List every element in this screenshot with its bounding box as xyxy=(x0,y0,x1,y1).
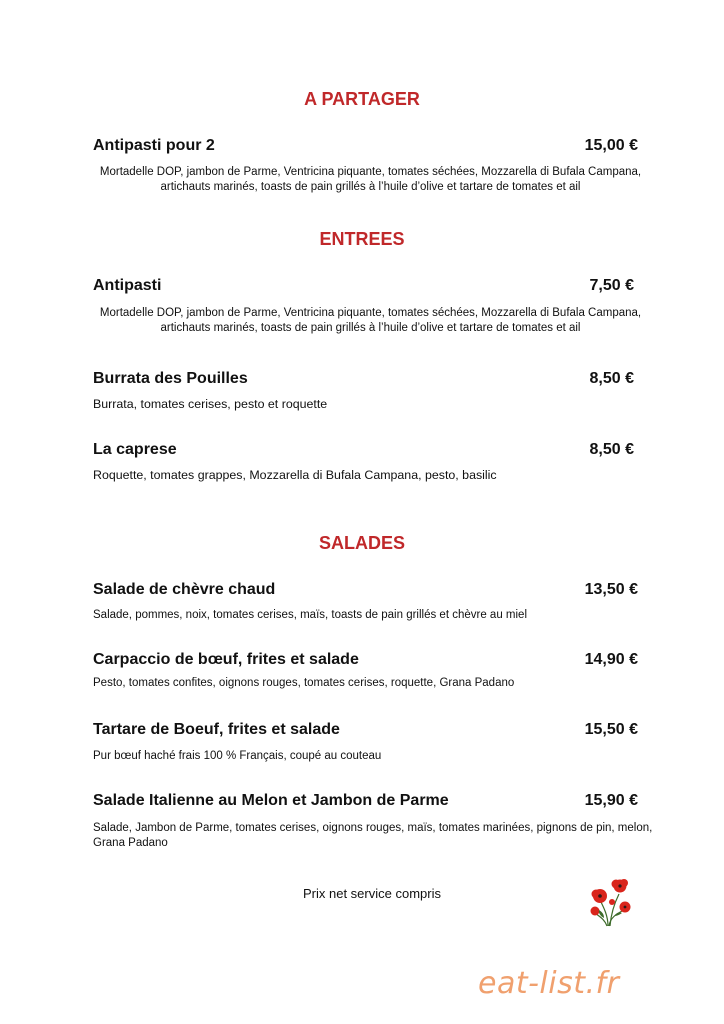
poppy-flowers-icon xyxy=(586,872,636,928)
item-description: Salade, pommes, noix, tomates cerises, maïs, toasts de pain grillés et chèvre au miel xyxy=(93,609,528,621)
item-price: 7,50 € xyxy=(589,277,634,294)
watermark-text: eat-list.fr xyxy=(478,966,620,1001)
item-price: 13,50 € xyxy=(584,581,638,598)
item-description: Pur bœuf haché frais 100 % Français, coupé au couteau xyxy=(93,750,382,762)
section-title-entrees: ENTREES xyxy=(319,229,405,249)
item-name: Tartare de Boeuf, frites et salade xyxy=(93,721,340,738)
item-name: La caprese xyxy=(93,441,177,458)
item-description: Mortadelle DOP, jambon de Parme, Ventricina piquante, tomates séchées, Mozzarella di Bufala Campana, artichauts marinés, toasts de pain grillés à l’huile d’olive et tartare de tomates et ail xyxy=(99,166,642,193)
item-name: Burrata des Pouilles xyxy=(93,370,248,387)
item-name: Salade de chèvre chaud xyxy=(93,581,276,598)
item-price: 15,50 € xyxy=(584,721,638,738)
item-price: 8,50 € xyxy=(589,370,634,387)
item-name: Antipasti xyxy=(93,277,162,294)
item-description: Pesto, tomates confites, oignons rouges, tomates cerises, roquette, Grana Padano xyxy=(93,677,515,689)
item-description: Salade, Jambon de Parme, tomates cerises, oignons rouges, maïs, tomates marinées, pignons de pin, melon, Grana Padano xyxy=(93,822,653,849)
footer-note: Prix net service compris xyxy=(303,886,441,901)
item-description: Mortadelle DOP, jambon de Parme, Ventricina piquante, tomates séchées, Mozzarella di Bufala Campana, artichauts marinés, toasts de pain grillés à l’huile d’olive et tartare de tomates et ail xyxy=(99,307,642,334)
item-price: 8,50 € xyxy=(589,441,634,458)
item-description: Roquette, tomates grappes, Mozzarella di Bufala Campana, pesto, basilic xyxy=(93,468,497,482)
item-name: Antipasti pour 2 xyxy=(93,137,215,154)
section-title-salades: SALADES xyxy=(318,533,405,553)
item-price: 14,90 € xyxy=(584,651,638,668)
section-title-a-partager: A PARTAGER xyxy=(304,89,420,109)
item-price: 15,00 € xyxy=(584,137,638,154)
item-name: Salade Italienne au Melon et Jambon de Parme xyxy=(93,792,449,809)
item-name: Carpaccio de bœuf, frites et salade xyxy=(93,651,359,668)
item-price: 15,90 € xyxy=(584,792,638,809)
item-description: Burrata, tomates cerises, pesto et roquette xyxy=(93,397,328,411)
